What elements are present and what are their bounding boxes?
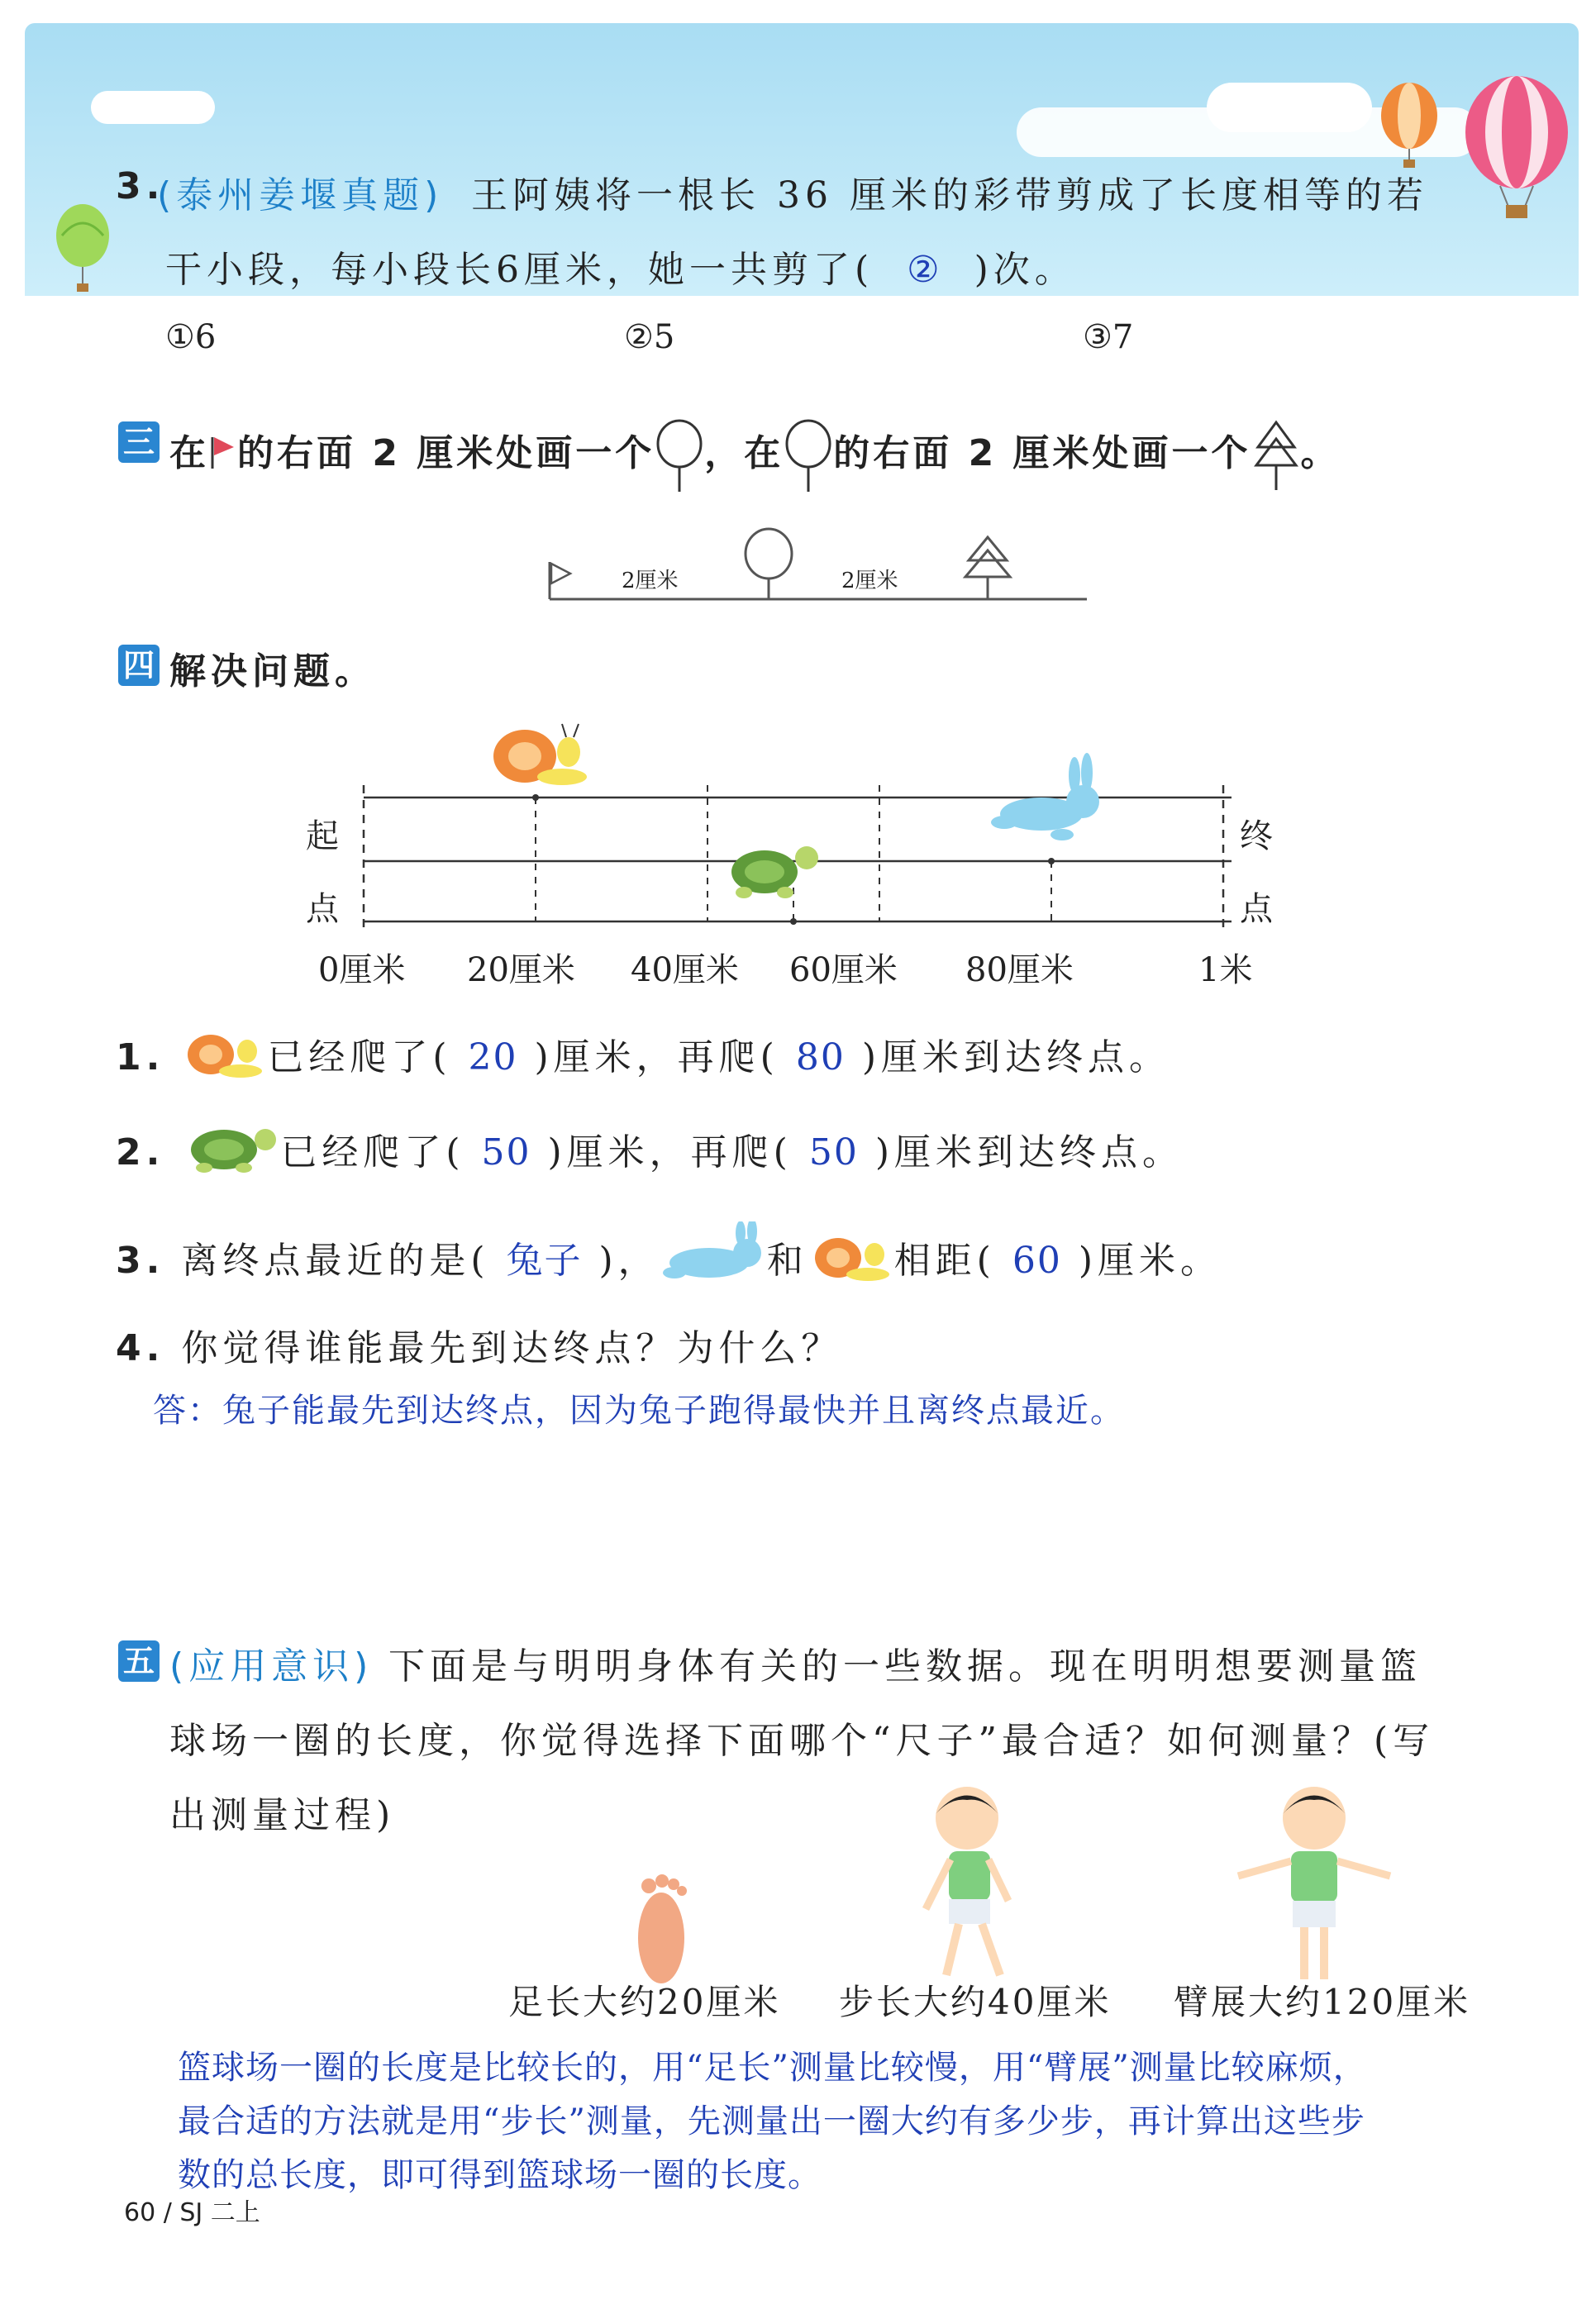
tick-label: 20厘米 — [467, 951, 575, 989]
balloon-icon — [1372, 79, 1446, 169]
title-part: 在 — [169, 432, 209, 474]
answer-value: 80 — [795, 1036, 846, 1078]
text-part: 已经爬了( — [267, 1036, 452, 1078]
question-text-part: 厘米，她一共剪了( — [524, 249, 874, 291]
question-text: 下面是与明明身体有关的一些数据。现在明明想要测量篮 — [388, 1645, 1422, 1688]
question-2 — [116, 1120, 1184, 1175]
section-title — [169, 419, 1341, 493]
text-part: 相距( — [893, 1240, 996, 1282]
snail-icon — [808, 1228, 894, 1283]
tick-label: 40厘米 — [631, 951, 739, 989]
question-text-part: 干小段，每小段长 — [165, 249, 496, 291]
text-part: )厘米。 — [1078, 1240, 1222, 1282]
question-text: 球场一圈的长度，你觉得选择下面哪个“尺子”最合适？如何测量？(写 — [169, 1720, 1435, 1762]
arm-span-boy-icon — [1232, 1777, 1397, 1992]
question-number: 4. — [116, 1327, 165, 1369]
caption-foot-length: 足长大约20厘米 — [508, 1982, 781, 2022]
question-text — [165, 240, 1076, 293]
distance-label: 2厘米 — [841, 569, 898, 593]
answer-value: 20 — [468, 1036, 518, 1078]
text-part: )厘米到达终点。 — [874, 1131, 1184, 1174]
text-part: 你觉得谁能最先到达终点？为什么？ — [181, 1327, 843, 1369]
answer-value: 50 — [808, 1131, 859, 1174]
section-number-box: 三 — [118, 421, 160, 463]
section-title: 解决问题。 — [169, 650, 376, 693]
answer-value: 兔子 — [506, 1240, 583, 1282]
cloud — [91, 91, 215, 124]
pine-tree-icon — [1251, 419, 1301, 493]
text-part: )厘米，再爬( — [547, 1131, 793, 1174]
text-part: 已经爬了( — [280, 1131, 465, 1174]
answer-value: 50 — [481, 1131, 531, 1174]
snail-icon — [493, 724, 587, 785]
caption-arm-span: 臂展大约120厘米 — [1174, 1982, 1471, 2022]
flag-icon — [209, 432, 237, 470]
question-number: 2. — [116, 1131, 165, 1174]
distance-label: 2厘米 — [622, 569, 679, 593]
question-text-part: 6 — [496, 249, 524, 291]
tick-label: 1米 — [1198, 951, 1253, 989]
answer-text: 最合适的方法就是用“步长”测量，先测量出一圈大约有多少步，再计算出这些步 — [178, 2102, 1365, 2140]
turtle-icon — [181, 1120, 280, 1174]
text-part: )厘米到达终点。 — [861, 1036, 1171, 1078]
start-label: 起 — [306, 817, 339, 855]
question-number: 1. — [116, 1036, 165, 1078]
answer-text: 篮球场一圈的长度是比较长的，用“足长”测量比较慢，用“臂展”测量比较麻烦， — [178, 2049, 1367, 2087]
answer-value: ② — [907, 249, 941, 291]
page-footer: 60 / SJ 二上 — [124, 2198, 260, 2227]
title-part: 的右面 2 厘米处画一个 — [237, 432, 655, 474]
title-part: 的右面 2 厘米处画一个 — [833, 432, 1251, 474]
tick-label: 80厘米 — [965, 951, 1074, 989]
title-part: 。 — [1300, 432, 1341, 474]
question-text-part: )次。 — [974, 249, 1076, 291]
finish-label: 终 — [1240, 817, 1273, 855]
snail-icon — [181, 1025, 267, 1079]
rabbit-icon — [660, 1221, 767, 1288]
tree-icon — [784, 419, 833, 493]
caption-step-length: 步长大约40厘米 — [839, 1982, 1112, 2022]
answer-value: 60 — [1012, 1240, 1062, 1282]
question-1 — [116, 1025, 1170, 1080]
text-part: )厘米，再爬( — [534, 1036, 779, 1078]
text-part: 离终点最近的是( — [181, 1240, 490, 1282]
section-number-box: 四 — [118, 645, 160, 686]
tick-label: 0厘米 — [318, 951, 406, 989]
question-number: 3. — [116, 1240, 165, 1282]
question-number: 3. — [116, 165, 165, 207]
source-tag: (泰州姜堰真题) — [157, 174, 444, 217]
answer-text: 数的总长度，即可得到篮球场一圈的长度。 — [178, 2156, 822, 2194]
balloon-icon — [1455, 74, 1579, 223]
drawing-figure — [537, 512, 1099, 612]
title-part: ，在 — [704, 432, 784, 474]
finish-label: 点 — [1240, 890, 1273, 928]
option-2: ②5 — [624, 318, 675, 356]
cloud — [1207, 83, 1372, 132]
start-label: 点 — [306, 890, 339, 928]
answer-text: 答：兔子能最先到达终点，因为兔子跑得最快并且离终点最近。 — [153, 1392, 1125, 1430]
footprint-icon — [624, 1859, 698, 1992]
text-part: )， — [598, 1240, 660, 1282]
tick-label: 60厘米 — [789, 951, 898, 989]
turtle-icon — [731, 846, 818, 898]
text-part: 和 — [766, 1240, 808, 1282]
question-text: 王阿姨将一根长 36 厘米的彩带剪成了长度相等的若 — [471, 174, 1428, 217]
question-text: 出测量过程) — [169, 1794, 396, 1836]
option-1: ①6 — [165, 318, 217, 356]
balloon-icon — [45, 202, 120, 293]
question-4 — [116, 1318, 842, 1371]
tree-icon — [655, 419, 704, 493]
walking-boy-icon — [909, 1777, 1041, 1992]
option-3: ③7 — [1083, 318, 1134, 356]
source-tag: (应用意识) — [169, 1645, 374, 1688]
section-number-box: 五 — [118, 1640, 160, 1682]
question-3 — [116, 1221, 1222, 1288]
